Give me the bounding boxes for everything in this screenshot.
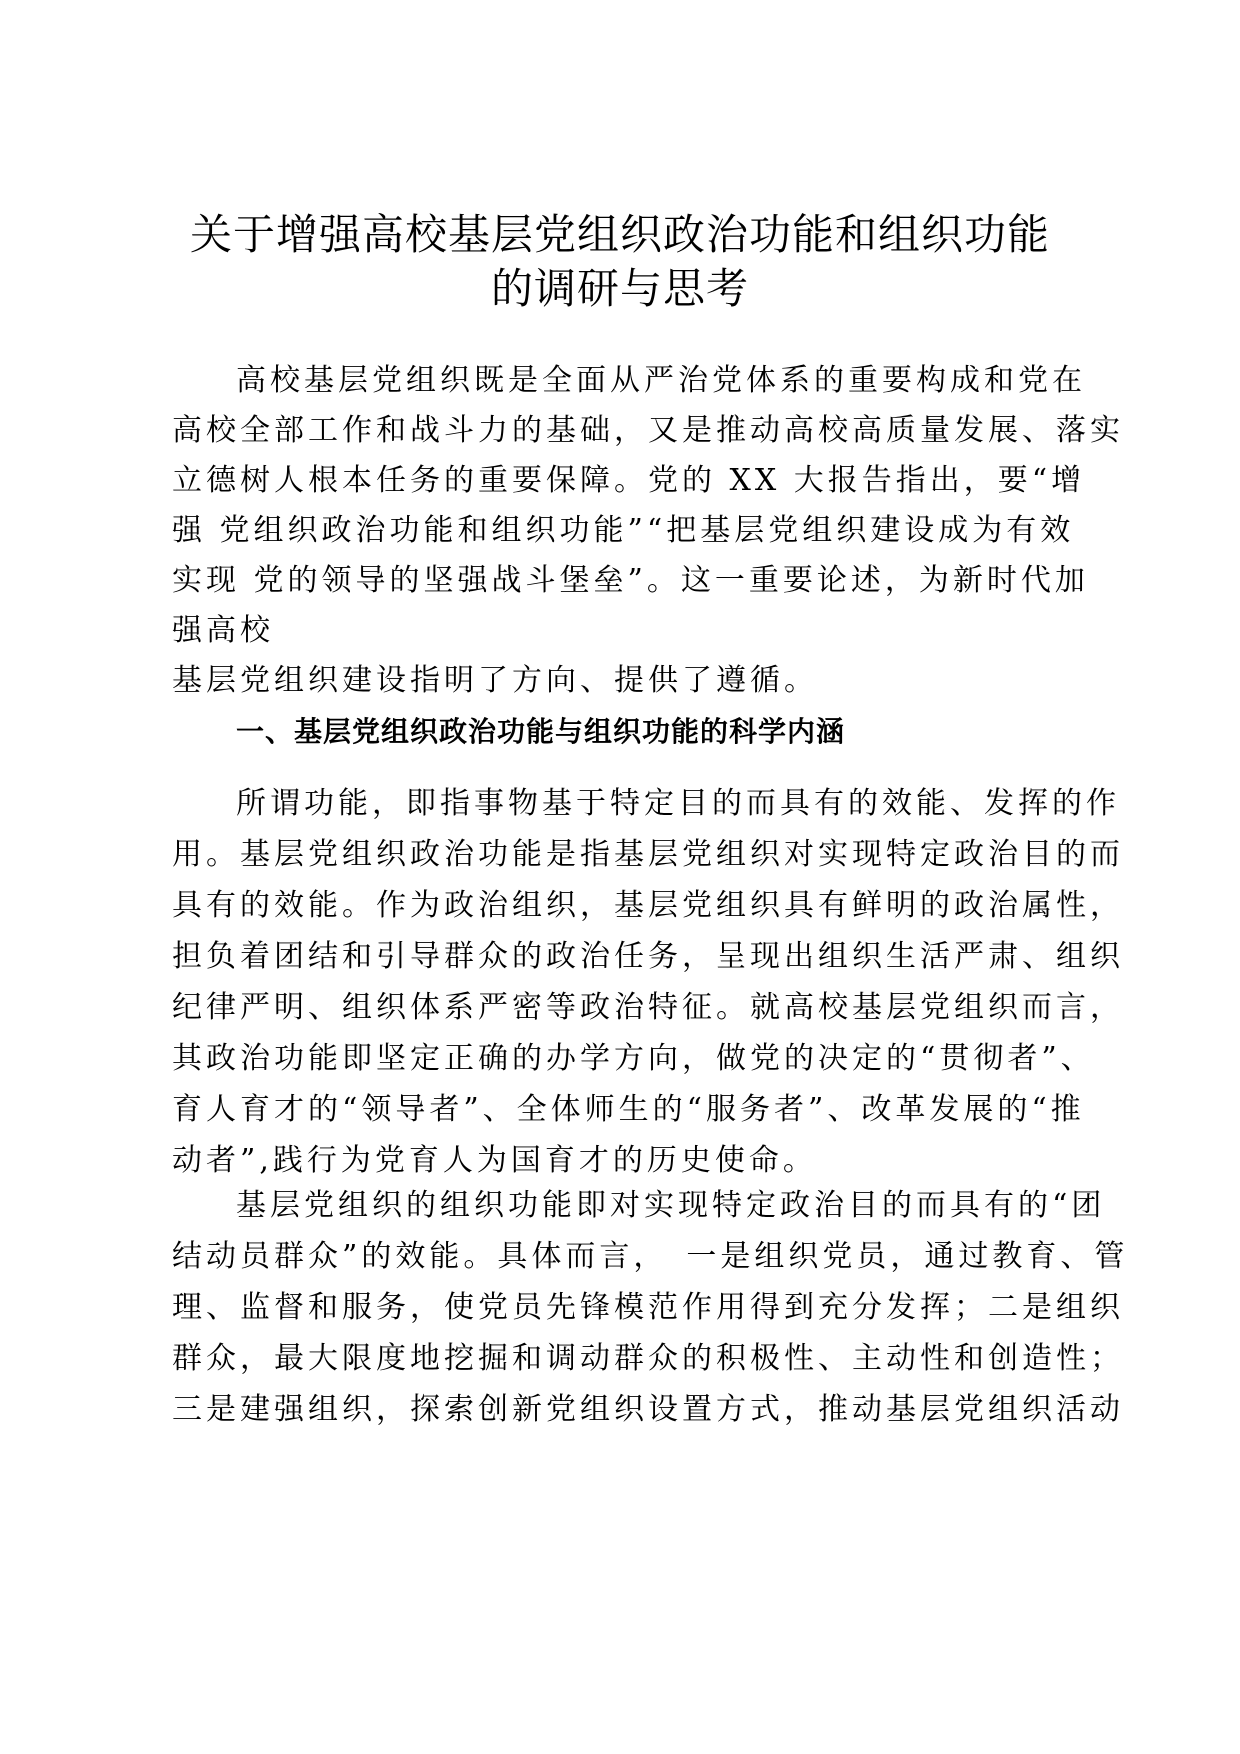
text-line: 结动员群众”的效能。具体而言， 一是组织党员，通过教育、管	[172, 1239, 1129, 1274]
text-line: 强 党组织政治功能和组织功能”“把基层党组织建设成为有效	[172, 513, 1075, 548]
text-line: 用。基层党组织政治功能是指基层党组织对实现特定政治目的而	[172, 837, 1124, 872]
paragraph-organizational-function	[172, 1180, 1129, 1435]
text-line: 理、监督和服务，使党员先锋模范作用得到充分发挥；二是组织	[172, 1290, 1124, 1325]
paragraph-political-function	[172, 778, 1124, 1186]
title-line-2: 的调研与思考	[490, 264, 749, 313]
text-line: 具有的效能。作为政治组织，基层党组织具有鲜明的政治属性，	[172, 888, 1124, 923]
text-line: 强高校	[172, 613, 274, 648]
text-line: 高校基层党组织既是全面从严治党体系的重要构成和党在	[236, 363, 1086, 398]
text-line: 三是建强组织，探索创新党组织设置方式，推动基层党组织活动	[172, 1392, 1124, 1427]
text-line: 动者”,践行为党育人为国育才的历史使命。	[172, 1143, 817, 1178]
text-line: 实现 党的领导的坚强战斗堡垒”。这一重要论述，为新时代加	[172, 563, 1089, 598]
title-line-1: 关于增强高校基层党组织政治功能和组织功能	[189, 210, 1050, 259]
text-line: 高校全部工作和战斗力的基础，又是推动高校高质量发展、落实	[172, 413, 1124, 448]
text-line: 所谓功能，即指事物基于特定目的而具有的效能、发挥的作	[236, 786, 1120, 821]
text-line: 基层党组织建设指明了方向、提供了遵循。	[172, 663, 818, 698]
text-line: 纪律严明、组织体系严密等政治特征。就高校基层党组织而言，	[172, 990, 1124, 1025]
document-title	[160, 208, 1080, 316]
section-heading: 一、基层党组织政治功能与组织功能的科学内涵	[236, 715, 846, 748]
text-line: 立德树人根本任务的重要保障。党的 XX 大报告指出，要“增	[172, 463, 1086, 498]
intro-paragraph	[172, 356, 1124, 706]
text-line: 其政治功能即坚定正确的办学方向，做党的决定的“贯彻者”、	[172, 1041, 1095, 1076]
text-line: 群众，最大限度地挖掘和调动群众的积极性、主动性和创造性；	[172, 1341, 1124, 1376]
text-line: 担负着团结和引导群众的政治任务，呈现出组织生活严肃、组织	[172, 939, 1124, 974]
text-line: 基层党组织的组织功能即对实现特定政治目的而具有的“团	[236, 1188, 1106, 1223]
text-line: 育人育才的“领导者”、全体师生的“服务者”、改革发展的“推	[172, 1092, 1085, 1127]
